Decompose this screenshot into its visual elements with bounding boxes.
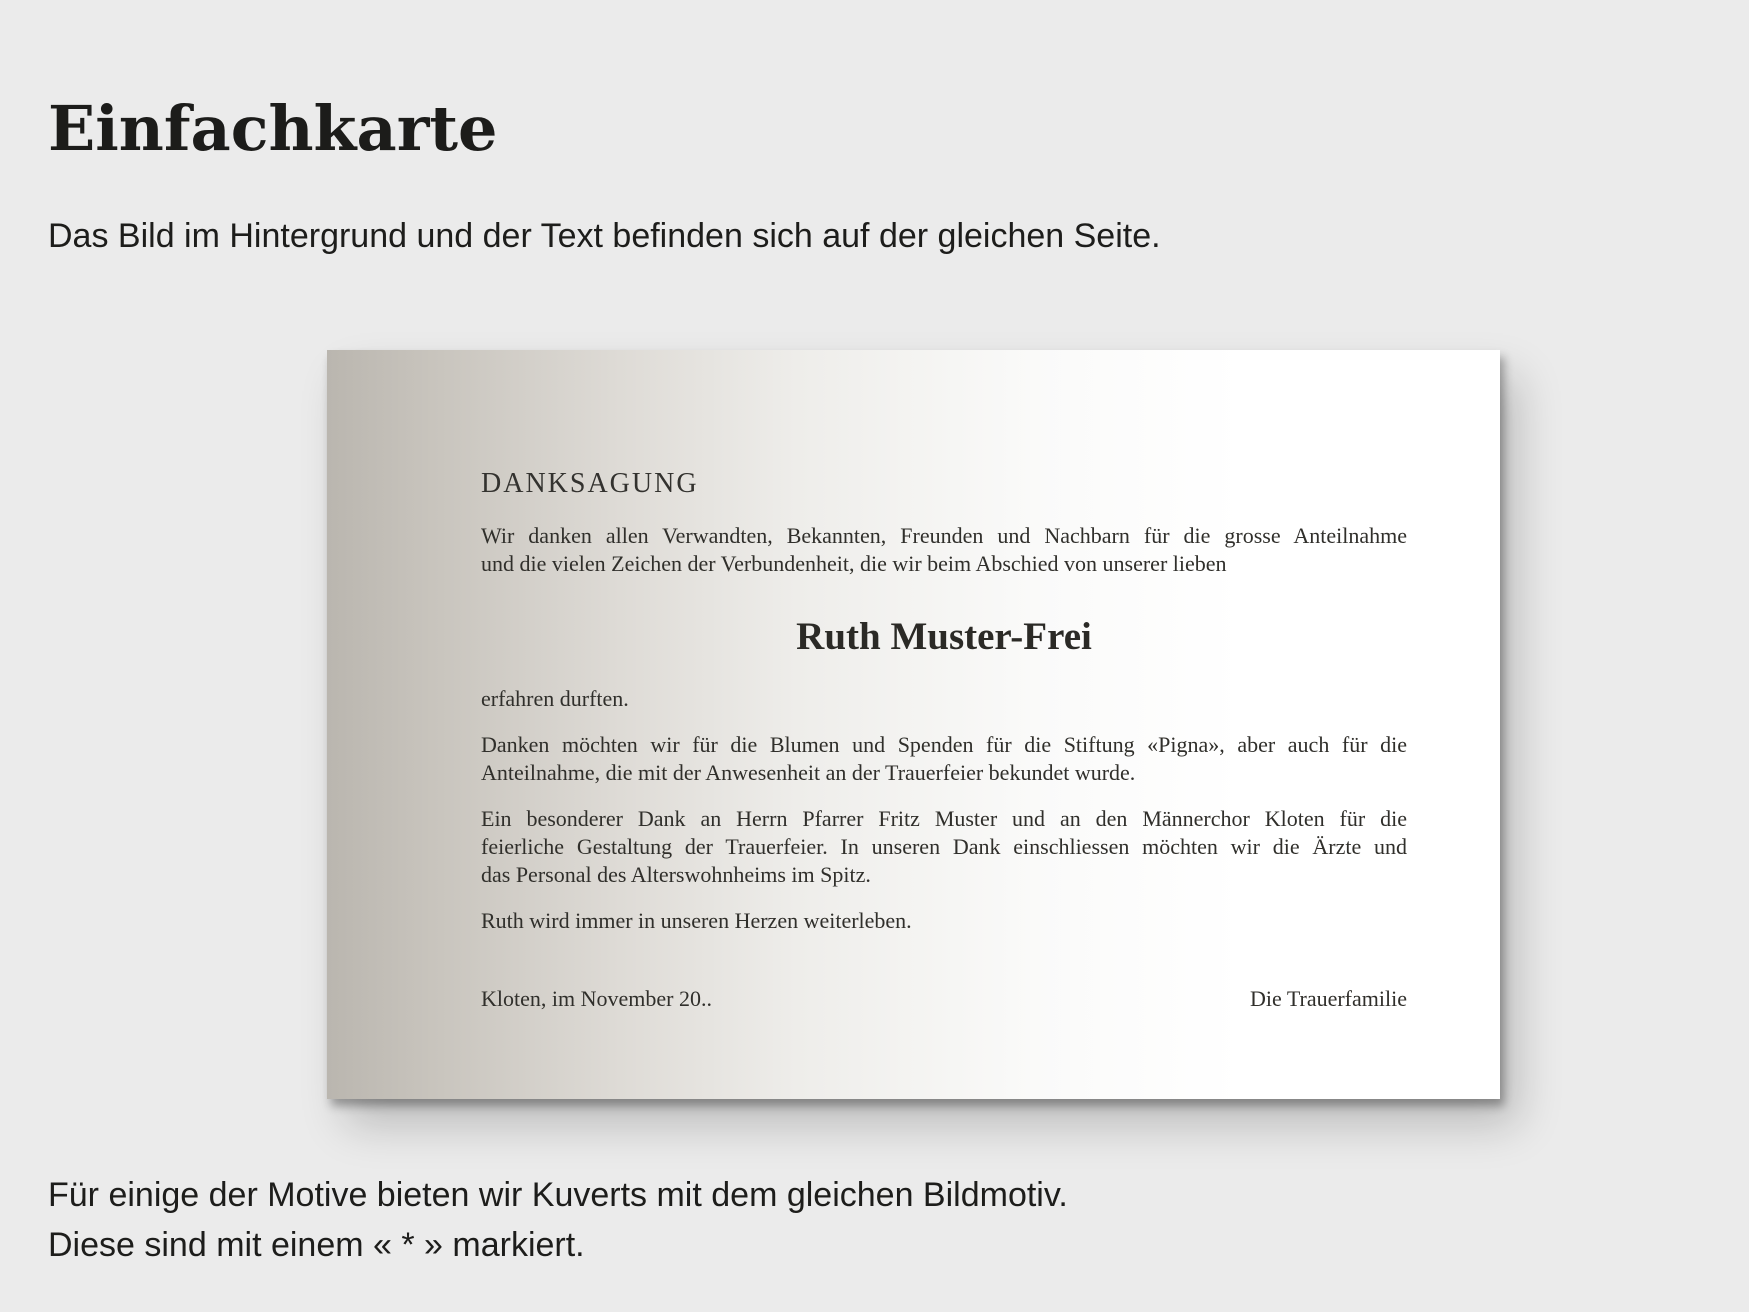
page-subtitle: Das Bild im Hintergrund und der Text befinden sich auf der gleichen Seite. [48,217,1161,255]
page-title: Einfachkarte [48,91,498,165]
special-thanks-paragraph [481,805,1407,889]
intro-paragraph [481,522,1407,578]
thanks-line: Danken möchten wir für die Blumen und Spenden für die Stiftung «Pigna», aber auch für die [481,732,1407,757]
card-heading: DANKSAGUNG [481,468,699,499]
family-signature: Die Trauerfamilie [1249,986,1407,1011]
thanks-paragraph [481,731,1407,787]
place-date: Kloten, im November 20.. [481,986,712,1011]
memorial-card-preview [327,350,1500,1099]
footer-note-line1: Für einige der Motive bieten wir Kuverts mit dem gleichen Bildmotiv. [48,1176,1068,1214]
after-name-line: erfahren durften. [481,686,629,711]
memorial-card-content [481,466,1407,1013]
thanks-line: Anteilnahme, die mit der Anwesenheit an der Trauerfeier bekundet wurde. [481,760,1136,785]
footer-note-line2: Diese sind mit einem « * » markiert. [48,1226,585,1264]
intro-line: Wir danken allen Verwandten, Bekannten, Freunden und Nachbarn für die grosse Anteilnahme [481,523,1407,548]
special-thanks-line: feierliche Gestaltung der Trauerfeier. In unseren Dank einschliessen möchten wir die Ärzte und [481,834,1407,859]
special-thanks-line: Ein besonderer Dank an Herrn Pfarrer Fritz Muster und an den Männerchor Kloten für die [481,806,1407,831]
footer-note [48,1170,1068,1270]
signature-row [481,985,1407,1013]
deceased-name: Ruth Muster-Frei [796,615,1092,658]
special-thanks-line: das Personal des Alterswohnheims im Spitz. [481,862,871,887]
intro-line: und die vielen Zeichen der Verbundenheit, die wir beim Abschied von unserer lieben [481,551,1227,576]
remembrance-line: Ruth wird immer in unseren Herzen weiterleben. [481,908,912,933]
